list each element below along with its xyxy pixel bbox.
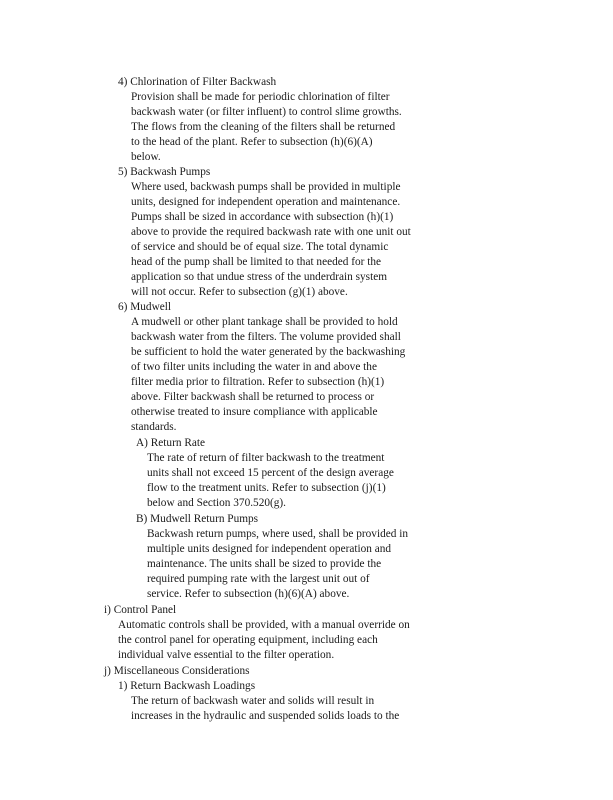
text-line: above to provide the required backwash rate with one unit out (131, 226, 411, 238)
text-line: The rate of return of filter backwash to the treatment (147, 452, 385, 464)
text-line: service. Refer to subsection (h)(6)(A) above. (147, 588, 350, 600)
text-line: multiple units designed for independent operation and (147, 543, 392, 555)
text-line: units shall not exceed 15 percent of the design average (147, 467, 394, 479)
text-line: otherwise treated to insure compliance with applicable (131, 406, 378, 418)
text-line: Backwash return pumps, where used, shall be provided in (147, 528, 409, 540)
heading-return-rate: A) Return Rate (136, 437, 206, 449)
text-line: backwash water (or filter influent) to control slime growths. (131, 106, 402, 118)
text-line: of service and should be of equal size. The total dynamic (131, 241, 389, 253)
text-line: application so that undue stress of the underdrain system (131, 271, 388, 283)
text-line: below. (131, 151, 161, 163)
heading-mudwell-return-pumps: B) Mudwell Return Pumps (136, 513, 259, 525)
text-line: A mudwell or other plant tankage shall be provided to hold (131, 316, 398, 328)
text-line: above. Filter backwash shall be returned to process or (131, 391, 375, 403)
text-line: The return of backwash water and solids will result in (131, 695, 375, 707)
text-line: backwash water from the filters. The volume provided shall (131, 331, 401, 343)
heading-backwash-pumps: 5) Backwash Pumps (118, 166, 211, 178)
text-line: the control panel for operating equipment, including each (118, 634, 378, 646)
heading-chlorination-of-filter-backwash: 4) Chlorination of Filter Backwash (118, 76, 277, 88)
text-line: The flows from the cleaning of the filters shall be returned (131, 121, 396, 133)
text-line: Automatic controls shall be provided, with a manual override on (118, 619, 410, 631)
heading-mudwell: 6) Mudwell (118, 301, 172, 313)
heading-miscellaneous-considerations: j) Miscellaneous Considerations (104, 665, 250, 677)
text-line: required pumping rate with the largest unit out of (147, 573, 370, 585)
text-line: Provision shall be made for periodic chlorination of filter (131, 91, 390, 103)
text-line: below and Section 370.520(g). (147, 497, 286, 509)
text-line: of two filter units including the water in and above the (131, 361, 377, 373)
text-line: increases in the hydraulic and suspended solids loads to the (131, 710, 400, 722)
text-line: units, designed for independent operation and maintenance. (131, 196, 401, 208)
heading-control-panel: i) Control Panel (104, 604, 177, 616)
heading-return-backwash-loadings: 1) Return Backwash Loadings (118, 680, 256, 692)
text-line: individual valve essential to the filter operation. (118, 649, 335, 661)
text-line: will not occur. Refer to subsection (g)(1) above. (131, 286, 348, 298)
text-line: standards. (131, 421, 177, 433)
text-line: maintenance. The units shall be sized to provide the (147, 558, 382, 570)
text-line: flow to the treatment units. Refer to subsection (j)(1) (147, 482, 386, 494)
text-line: filter media prior to filtration. Refer to subsection (h)(1) (131, 376, 385, 388)
text-line: Pumps shall be sized in accordance with subsection (h)(1) (131, 211, 394, 223)
text-line: Where used, backwash pumps shall be provided in multiple (131, 181, 401, 193)
text-line: be sufficient to hold the water generated by the backwashing (131, 346, 406, 358)
text-line: head of the pump shall be limited to that needed for the (131, 256, 382, 268)
text-line: to the head of the plant. Refer to subsection (h)(6)(A) (131, 136, 373, 148)
